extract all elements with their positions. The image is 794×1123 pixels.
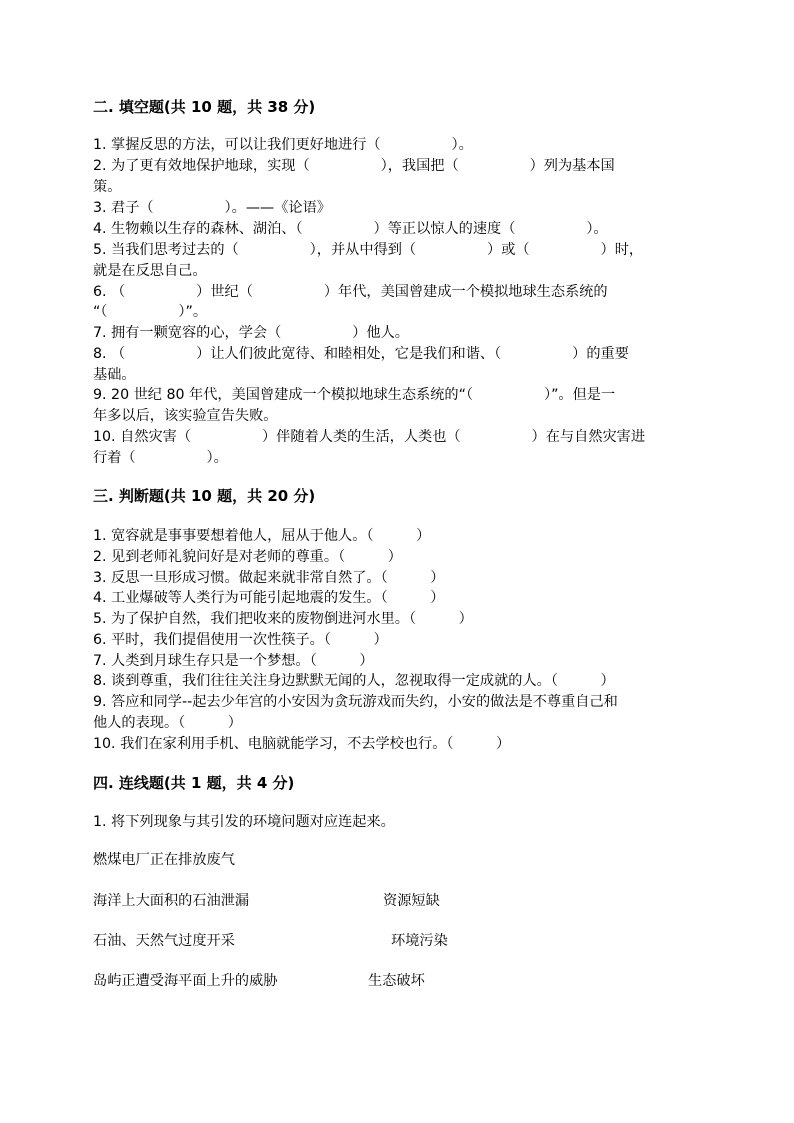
matching-left-item-4: 岛屿正遭受海平面上升的威胁 [93, 973, 278, 989]
fill-blank-question-1: 1. 掌握反思的方法，可以让我们更好地进行（ ）。 [93, 137, 473, 153]
true-false-question-6: 6. 平时，我们提倡使用一次性筷子。（ ） [93, 632, 388, 648]
fill-blank-question-9: 9. 20 世纪 80 年代，美国曾建成一个模拟地球生态系统的“（ ）”。但是一 [93, 387, 616, 403]
true-false-question-7: 7. 人类到月球生存只是一个梦想。（ ） [93, 653, 374, 669]
fill-blank-question-2-cont: 策。 [93, 179, 122, 195]
fill-blank-question-3: 3. 君子（ ）。——《论语》 [93, 200, 331, 216]
fill-blank-question-10: 10. 自然灾害（ ）伴随着人类的生活，人类也（ ）在与自然灾害进 [93, 429, 646, 445]
fill-blank-question-9-cont: 年多以后，该实验宣告失败。 [93, 408, 278, 424]
true-false-question-4: 4. 工业爆破等人类行为可能引起地震的发生。（ ） [93, 590, 445, 606]
true-false-question-8: 8. 谈到尊重，我们往往关注身边默默无闻的人，忽视取得一定成就的人。（ ） [93, 673, 615, 689]
matching-right-item-1: 资源短缺 [383, 893, 440, 909]
matching-left-item-2: 海洋上大面积的石油泄漏 [93, 893, 250, 909]
fill-blank-question-5-cont: 就是在反思自己。 [93, 263, 207, 279]
true-false-question-3: 3. 反思一旦形成习惯。做起来就非常自然了。（ ） [93, 570, 445, 586]
true-false-question-9: 9. 答应和同学--起去少年宫的小安因为贪玩游戏而失约，小安的做法是不尊重自己和 [93, 694, 618, 710]
fill-blank-question-10-cont: 行着（ ）。 [93, 450, 228, 466]
true-false-question-5: 5. 为了保护自然，我们把收来的废物倒进河水里。（ ） [93, 611, 473, 627]
fill-blank-question-6-cont: “（ ）”。 [93, 304, 208, 320]
matching-right-item-2: 环境污染 [391, 933, 448, 949]
fill-blank-question-6: 6. （ ）世纪（ ）年代，美国曾建成一个模拟地球生态系统的 [93, 284, 608, 300]
matching-question-1: 1. 将下列现象与其引发的环境问题对应连起来。 [93, 814, 395, 830]
true-false-question-9-cont: 他人的表现。（ ） [93, 715, 242, 731]
fill-blank-question-8: 8. （ ）让人们彼此宽待、和睦相处，它是我们和谐、（ ）的重要 [93, 346, 629, 362]
section-title-fill-blank: 二. 填空题(共 10 题，共 38 分) [93, 98, 316, 116]
section-title-matching: 四. 连线题(共 1 题，共 4 分) [93, 774, 295, 792]
true-false-question-1: 1. 宽容就是事事要想着他人，屈从于他人。（ ） [93, 528, 431, 544]
true-false-question-10: 10. 我们在家利用手机、电脑就能学习，不去学校也行。（ ） [93, 736, 511, 752]
fill-blank-question-7: 7. 拥有一颗宽容的心，学会（ ）他人。 [93, 325, 409, 341]
fill-blank-question-8-cont: 基础。 [93, 367, 136, 383]
section-title-true-false: 三. 判断题(共 10 题，共 20 分) [93, 487, 316, 505]
fill-blank-question-4: 4. 生物赖以生存的森林、湖泊、（ ）等正以惊人的速度（ ）。 [93, 221, 608, 237]
fill-blank-question-2: 2. 为了更有效地保护地球，实现（ ），我国把（ ）列为基本国 [93, 158, 615, 174]
matching-left-item-1: 燃煤电厂正在排放废气 [93, 852, 235, 868]
true-false-question-2: 2. 见到老师礼貌问好是对老师的尊重。（ ） [93, 549, 402, 565]
matching-left-item-3: 石油、天然气过度开采 [93, 933, 235, 949]
fill-blank-question-5: 5. 当我们思考过去的（ ），并从中得到（ ）或（ ）时， [93, 242, 644, 258]
matching-right-item-3: 生态破坏 [368, 973, 425, 989]
